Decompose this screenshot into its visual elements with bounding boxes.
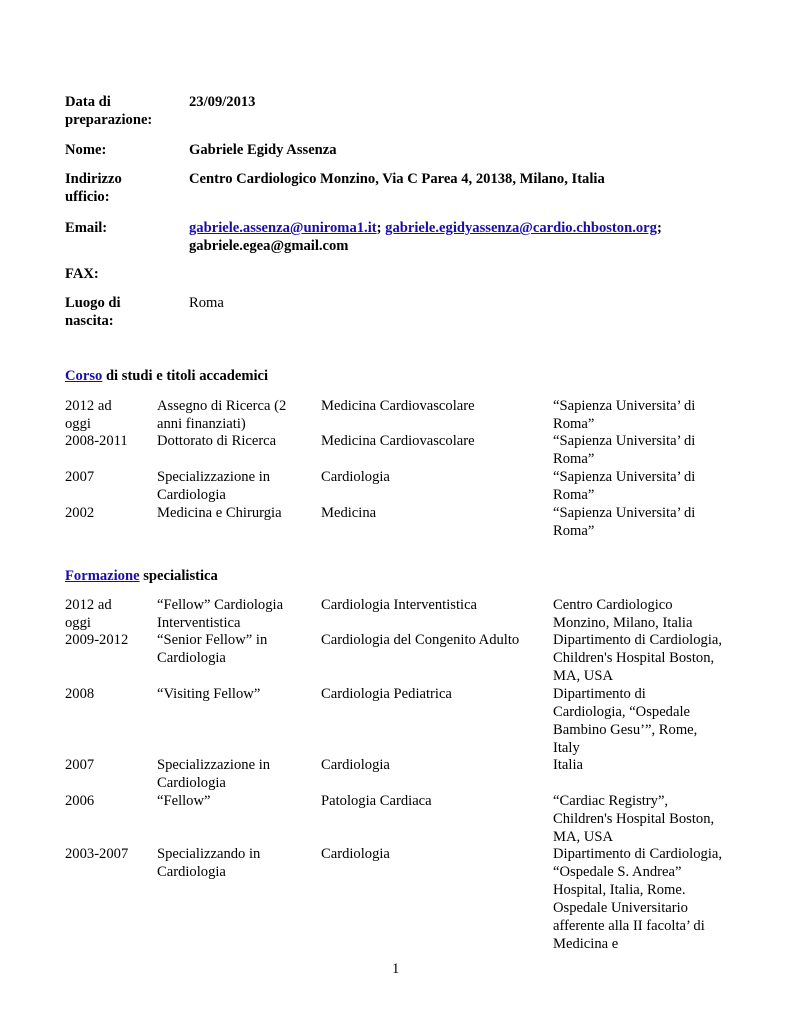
period-cell: 2006 xyxy=(65,793,95,809)
email-link-chboston[interactable]: gabriele.egidyassenza@cardio.chboston.org xyxy=(385,220,657,236)
title-cell: “Senior Fellow” in Cardiologia xyxy=(157,632,268,666)
field-cell: Cardiologia del Congenito Adulto xyxy=(321,632,520,648)
date-value: 23/09/2013 xyxy=(189,94,256,110)
title-cell: Specializzazione in Cardiologia xyxy=(157,469,271,503)
institution-cell: Dipartimento di Cardiologia, Children's Hospital Boston, MA, USA xyxy=(553,632,723,684)
page-number: 1 xyxy=(392,961,400,977)
email-link-uniroma[interactable]: gabriele.assenza@uniroma1.it xyxy=(189,220,377,236)
studies-section-title xyxy=(65,367,268,385)
studies-title-link[interactable]: Corso xyxy=(65,368,103,384)
studies-title-text: di studi e titoli accademici xyxy=(102,368,269,384)
period-cell: 2003-2007 xyxy=(65,846,129,862)
institution-cell: Dipartimento di Cardiologia, “Ospedale Bambino Gesu’”, Rome, Italy xyxy=(553,686,698,756)
title-cell: Dottorato di Ricerca xyxy=(157,433,277,449)
title-cell: “Fellow” xyxy=(157,793,211,809)
email-gmail: gabriele.egea@gmail.com xyxy=(189,238,349,254)
training-title-link[interactable]: Formazione xyxy=(65,568,140,584)
period-cell: 2012 ad oggi xyxy=(65,398,112,432)
period-cell: 2009-2012 xyxy=(65,632,129,648)
fax-label: FAX: xyxy=(65,266,99,282)
training-section-title xyxy=(65,567,218,585)
date-label: Data di preparazione: xyxy=(65,94,153,128)
period-cell: 2002 xyxy=(65,505,95,521)
email-separator: ; xyxy=(376,220,386,236)
field-cell: Medicina Cardiovascolare xyxy=(321,398,475,414)
field-cell: Cardiologia xyxy=(321,469,390,485)
institution-cell: “Sapienza Universita’ di Roma” xyxy=(553,469,696,503)
period-cell: 2008 xyxy=(65,686,95,702)
period-cell: 2008-2011 xyxy=(65,433,128,449)
period-cell: 2012 ad oggi xyxy=(65,597,112,631)
institution-cell: “Sapienza Universita’ di Roma” xyxy=(553,505,696,539)
institution-cell: Centro Cardiologico Monzino, Milano, Italia xyxy=(553,597,693,631)
institution-cell: “Sapienza Universita’ di Roma” xyxy=(553,433,696,467)
email-label: Email: xyxy=(65,220,108,236)
institution-cell: Dipartimento di Cardiologia, “Ospedale S. Andrea” Hospital, Italia, Rome. Ospedale Universitario afferente alla II facolta’ di Medicina e xyxy=(553,846,723,952)
birthplace-value: Roma xyxy=(189,295,224,311)
title-cell: “Visiting Fellow” xyxy=(157,686,261,702)
field-cell: Cardiologia xyxy=(321,757,390,773)
title-cell: Medicina e Chirurgia xyxy=(157,505,282,521)
address-label: Indirizzo ufficio: xyxy=(65,171,122,205)
field-cell: Cardiologia Interventistica xyxy=(321,597,478,613)
title-cell: Assegno di Ricerca (2 anni finanziati) xyxy=(157,398,287,432)
field-cell: Patologia Cardiaca xyxy=(321,793,432,809)
field-cell: Cardiologia Pediatrica xyxy=(321,686,452,702)
title-cell: “Fellow” Cardiologia Interventistica xyxy=(157,597,284,631)
title-cell: Specializzando in Cardiologia xyxy=(157,846,261,880)
email-separator: ; xyxy=(656,220,662,236)
name-label: Nome: xyxy=(65,142,107,158)
title-cell: Specializzazione in Cardiologia xyxy=(157,757,271,791)
institution-cell: “Cardiac Registry”, Children's Hospital Boston, MA, USA xyxy=(553,793,715,845)
address-value: Centro Cardiologico Monzino, Via C Parea 4, 20138, Milano, Italia xyxy=(189,171,605,187)
field-cell: Medicina xyxy=(321,505,377,521)
institution-cell: Italia xyxy=(553,757,583,773)
institution-cell: “Sapienza Universita’ di Roma” xyxy=(553,398,696,432)
period-cell: 2007 xyxy=(65,757,95,773)
field-cell: Cardiologia xyxy=(321,846,390,862)
birthplace-label: Luogo di nascita: xyxy=(65,295,121,329)
name-value: Gabriele Egidy Assenza xyxy=(189,142,337,158)
email-value xyxy=(189,219,749,255)
period-cell: 2007 xyxy=(65,469,95,485)
field-cell: Medicina Cardiovascolare xyxy=(321,433,475,449)
training-title-text: specialistica xyxy=(139,568,218,584)
